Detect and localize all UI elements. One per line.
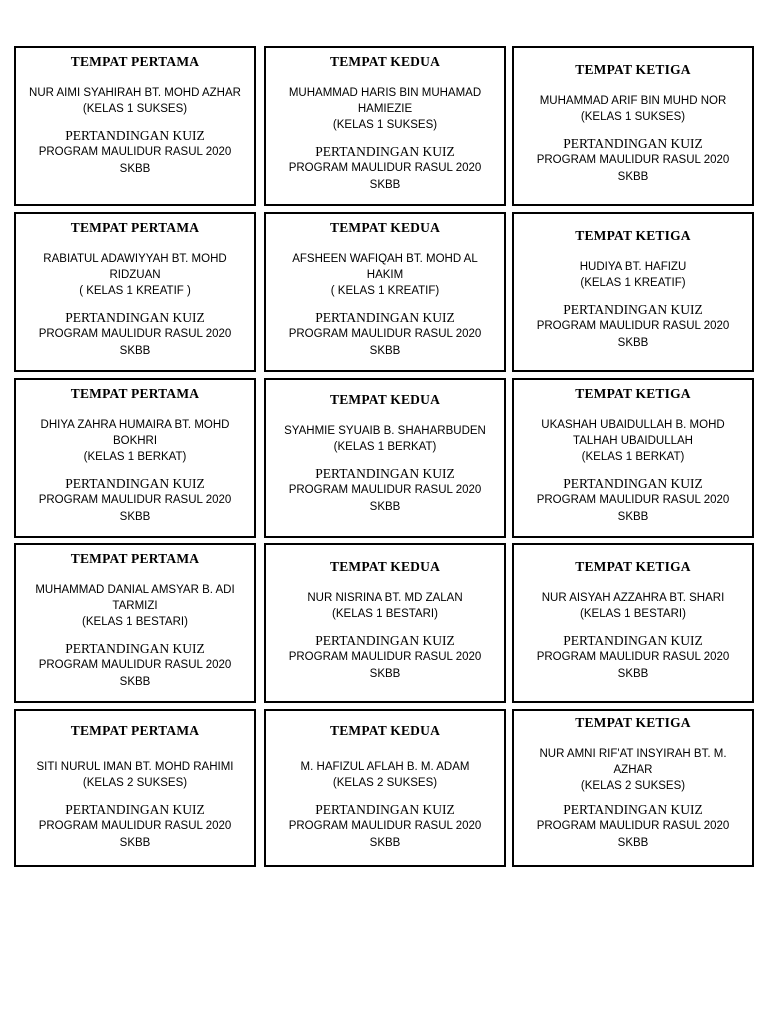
award-card [14, 543, 256, 703]
program-name: PROGRAM MAULIDUR RASUL 2020 [288, 162, 482, 174]
student-name: NUR AMNI RIF'AT INSYIRAH BT. M. AZHAR [539, 748, 727, 776]
event-name: PERTANDINGAN KUIZ [563, 476, 703, 491]
student-name: UKASHAH UBAIDULLAH B. MOHD TALHAH UBAIDULLAH [541, 419, 725, 447]
student-name: MUHAMMAD HARIS BIN MUHAMAD HAMIEZIE [288, 87, 482, 115]
school-name: SKBB [369, 501, 401, 513]
student-class: (KELAS 1 BERKAT) [83, 451, 187, 463]
student-class: (KELAS 1 BESTARI) [332, 608, 438, 620]
program-name: PROGRAM MAULIDUR RASUL 2020 [536, 651, 730, 663]
school-name: SKBB [369, 668, 401, 680]
award-card [512, 709, 754, 867]
event-name: PERTANDINGAN KUIZ [315, 802, 455, 817]
event-name: PERTANDINGAN KUIZ [65, 476, 205, 491]
event-name: PERTANDINGAN KUIZ [315, 310, 455, 325]
place-title: TEMPAT PERTAMA [70, 220, 200, 235]
program-name: PROGRAM MAULIDUR RASUL 2020 [288, 820, 482, 832]
school-name: SKBB [617, 668, 649, 680]
student-name: AFSHEEN WAFIQAH BT. MOHD AL HAKIM [292, 253, 478, 281]
place-title: TEMPAT KETIGA [575, 62, 691, 77]
event-name: PERTANDINGAN KUIZ [315, 633, 455, 648]
place-title: TEMPAT KETIGA [575, 228, 691, 243]
place-title: TEMPAT KEDUA [329, 559, 441, 574]
program-name: PROGRAM MAULIDUR RASUL 2020 [536, 820, 730, 832]
school-name: SKBB [119, 837, 151, 849]
event-name: PERTANDINGAN KUIZ [563, 802, 703, 817]
student-class: (KELAS 1 BERKAT) [581, 451, 685, 463]
student-name: NUR AISYAH AZZAHRA BT. SHARI [541, 592, 725, 604]
award-card [512, 46, 754, 206]
place-title: TEMPAT PERTAMA [70, 54, 200, 69]
school-name: SKBB [119, 163, 151, 175]
student-class: (KELAS 1 KREATIF) [580, 277, 686, 289]
event-name: PERTANDINGAN KUIZ [65, 128, 205, 143]
place-title: TEMPAT KEDUA [329, 392, 441, 407]
school-name: SKBB [369, 837, 401, 849]
program-name: PROGRAM MAULIDUR RASUL 2020 [536, 154, 730, 166]
program-name: PROGRAM MAULIDUR RASUL 2020 [38, 820, 232, 832]
award-card [264, 378, 506, 538]
award-card [512, 212, 754, 372]
program-name: PROGRAM MAULIDUR RASUL 2020 [38, 146, 232, 158]
program-name: PROGRAM MAULIDUR RASUL 2020 [38, 494, 232, 506]
student-class: (KELAS 1 BESTARI) [580, 608, 686, 620]
place-title: TEMPAT PERTAMA [70, 551, 200, 566]
school-name: SKBB [119, 511, 151, 523]
place-title: TEMPAT KETIGA [575, 386, 691, 401]
student-class: ( KELAS 1 KREATIF) [330, 285, 440, 297]
place-title: TEMPAT KEDUA [329, 220, 441, 235]
event-name: PERTANDINGAN KUIZ [315, 144, 455, 159]
place-title: TEMPAT KETIGA [575, 715, 691, 730]
award-card [14, 709, 256, 867]
event-name: PERTANDINGAN KUIZ [563, 633, 703, 648]
program-name: PROGRAM MAULIDUR RASUL 2020 [288, 651, 482, 663]
event-name: PERTANDINGAN KUIZ [65, 641, 205, 656]
place-title: TEMPAT PERTAMA [70, 723, 200, 738]
program-name: PROGRAM MAULIDUR RASUL 2020 [288, 484, 482, 496]
school-name: SKBB [617, 171, 649, 183]
student-name: NUR AIMI SYAHIRAH BT. MOHD AZHAR [29, 87, 241, 99]
school-name: SKBB [617, 837, 649, 849]
event-name: PERTANDINGAN KUIZ [315, 466, 455, 481]
award-card [14, 378, 256, 538]
student-class: (KELAS 1 BESTARI) [82, 616, 188, 628]
school-name: SKBB [369, 345, 401, 357]
student-name: MUHAMMAD DANIAL AMSYAR B. ADI TARMIZI [35, 584, 235, 612]
award-card [264, 212, 506, 372]
event-name: PERTANDINGAN KUIZ [563, 136, 703, 151]
program-name: PROGRAM MAULIDUR RASUL 2020 [536, 494, 730, 506]
school-name: SKBB [369, 179, 401, 191]
school-name: SKBB [119, 345, 151, 357]
place-title: TEMPAT PERTAMA [70, 386, 200, 401]
program-name: PROGRAM MAULIDUR RASUL 2020 [38, 328, 232, 340]
student-class: (KELAS 1 BERKAT) [333, 441, 437, 453]
award-card [264, 709, 506, 867]
student-name: MUHAMMAD ARIF BIN MUHD NOR [539, 95, 727, 107]
student-name: M. HAFIZUL AFLAH B. M. ADAM [300, 761, 470, 773]
student-class: (KELAS 2 SUKSES) [332, 777, 438, 789]
student-class: (KELAS 2 SUKSES) [82, 777, 188, 789]
award-card [512, 378, 754, 538]
student-class: (KELAS 2 SUKSES) [580, 780, 686, 792]
award-card [14, 46, 256, 206]
school-name: SKBB [119, 676, 151, 688]
award-card [14, 212, 256, 372]
student-name: DHIYA ZAHRA HUMAIRA BT. MOHD BOKHRI [40, 419, 230, 447]
event-name: PERTANDINGAN KUIZ [65, 802, 205, 817]
program-name: PROGRAM MAULIDUR RASUL 2020 [536, 320, 730, 332]
award-card [264, 543, 506, 703]
student-name: SITI NURUL IMAN BT. MOHD RAHIMI [36, 761, 234, 773]
award-card [264, 46, 506, 206]
event-name: PERTANDINGAN KUIZ [65, 310, 205, 325]
student-class: ( KELAS 1 KREATIF ) [79, 285, 191, 297]
student-name: SYAHMIE SYUAIB B. SHAHARBUDEN [284, 425, 486, 437]
student-class: (KELAS 1 SUKSES) [82, 103, 188, 115]
student-name: NUR NISRINA BT. MD ZALAN [307, 592, 463, 604]
place-title: TEMPAT KETIGA [575, 559, 691, 574]
student-name: RABIATUL ADAWIYYAH BT. MOHD RIDZUAN [43, 253, 227, 281]
student-class: (KELAS 1 SUKSES) [580, 111, 686, 123]
student-class: (KELAS 1 SUKSES) [332, 119, 438, 131]
place-title: TEMPAT KEDUA [329, 723, 441, 738]
award-card [512, 543, 754, 703]
place-title: TEMPAT KEDUA [329, 54, 441, 69]
school-name: SKBB [617, 511, 649, 523]
program-name: PROGRAM MAULIDUR RASUL 2020 [38, 659, 232, 671]
program-name: PROGRAM MAULIDUR RASUL 2020 [288, 328, 482, 340]
student-name: HUDIYA BT. HAFIZU [579, 261, 687, 273]
school-name: SKBB [617, 337, 649, 349]
event-name: PERTANDINGAN KUIZ [563, 302, 703, 317]
